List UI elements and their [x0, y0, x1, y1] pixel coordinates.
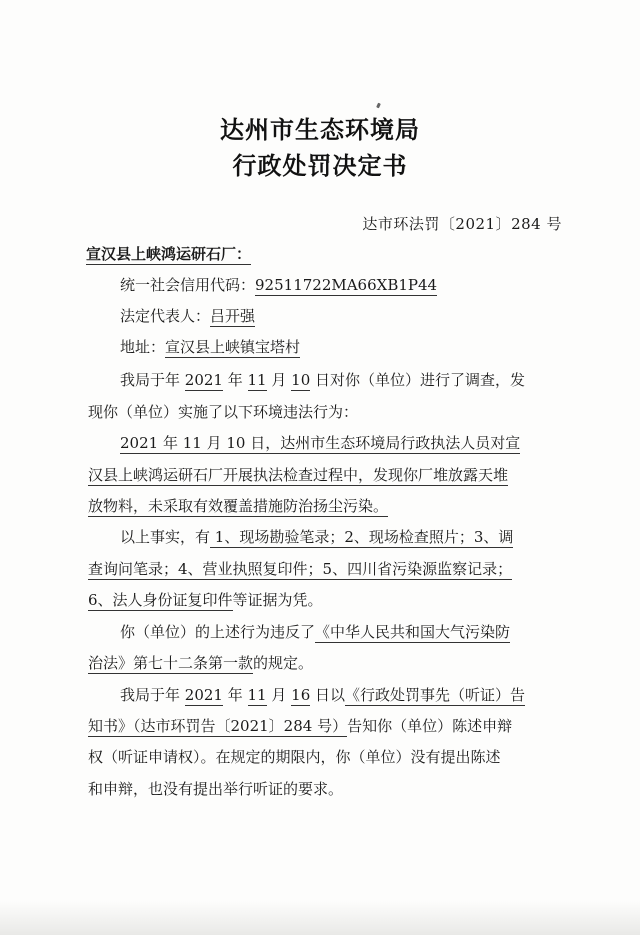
para5-text-d: 日以 [310, 686, 346, 704]
para3-text-3a: 6、法人身份证复印件 [88, 591, 233, 609]
credit-code-label: 统一社会信用代码： [120, 276, 256, 294]
para1-text-b: 年 [222, 371, 248, 389]
addressee-text: 宣汉县上峡鸿运研石厂： [86, 245, 252, 263]
legal-rep-label: 法定代表人： [120, 307, 211, 325]
para5-line3: 权（听证申请权）。在规定的期限内，你（单位）没有提出陈述 [88, 748, 501, 766]
para1-month: 11 [247, 371, 267, 389]
para3-text-3b: 等证据为凭。 [232, 591, 323, 609]
para3-line1 [120, 527, 513, 547]
address-label: 地址： [120, 338, 166, 356]
para3-text-b: 1、现场勘验笔录；2、现场检查照片；3、调 [210, 528, 514, 546]
para5-day: 16 [291, 686, 311, 704]
para5-text-c: 月 [266, 686, 292, 704]
address-value: 宣汉县上峡镇宝塔村 [165, 338, 301, 356]
para4-text-a: 你（单位）的上述行为违反了 [120, 623, 316, 641]
para4-text-2b: 的规定。 [253, 654, 314, 672]
para5-month: 11 [247, 686, 267, 704]
para5-year: 2021 [184, 686, 223, 704]
para5-text-2a: 知书》（达市环罚告〔2021〕284 号） [88, 717, 348, 735]
para1-text-c: 月 [266, 371, 292, 389]
para4-line1 [120, 622, 510, 642]
para5-line4: 和申辩，也没有提出举行听证的要求。 [88, 780, 344, 798]
para1-day: 10 [291, 371, 311, 389]
para1-text-a: 我局于年 [120, 371, 185, 389]
credit-code-row [120, 275, 437, 295]
scan-bottom-edge [0, 901, 640, 935]
para5-line1 [120, 685, 525, 705]
para5-text-e: 《行政处罚事先（听证）告 [345, 686, 526, 704]
para2-line1 [120, 433, 520, 453]
para5-line2 [88, 716, 512, 736]
para4-text-b: 《中华人民共和国大气污染防 [315, 623, 511, 641]
address-row [120, 337, 300, 357]
para3-text-2: 查询问笔录；4、营业执照复印件；5、四川省污染源监察记录； [88, 560, 513, 578]
para3-line3 [88, 590, 323, 610]
document-title-line2: 行政处罚决定书 [232, 151, 408, 180]
para2-text-2: 汉县上峡鸿运研石厂开展执法检查过程中，发现你厂堆放露天堆 [88, 466, 509, 484]
para1-line2: 现你（单位）实施了以下环境违法行为： [88, 403, 359, 421]
para1-text-d: 日对你（单位）进行了调查，发 [310, 371, 526, 389]
para4-text-2a: 治法》第七十二条第一款 [88, 654, 254, 672]
credit-code-value: 92511722MA66XB1P44 [255, 276, 438, 294]
para1-year: 2021 [184, 371, 223, 389]
para2-text-3: 放物料，未采取有效覆盖措施防治扬尘污染。 [88, 497, 389, 515]
para5-text-2b: 告知你（单位）陈述申辩 [347, 717, 513, 735]
para1-line1 [120, 370, 525, 390]
addressee [86, 244, 251, 264]
legal-rep-value: 吕开强 [210, 307, 256, 325]
para5-text-a: 我局于年 [120, 686, 185, 704]
para5-text-b: 年 [222, 686, 248, 704]
para2-line3 [88, 496, 388, 516]
para4-line2 [88, 653, 313, 673]
para3-line2 [88, 559, 512, 579]
para2-line2 [88, 465, 508, 485]
para3-text-a: 以上事实，有 [120, 528, 211, 546]
scan-mark [376, 103, 381, 109]
para2-text-1: 2021 年 11 月 10 日，达州市生态环境局行政执法人员对宣 [120, 434, 521, 452]
document-number: 达市环法罚〔2021〕284 号 [362, 215, 562, 233]
legal-rep-row [120, 306, 255, 326]
document-title-line1: 达州市生态环境局 [220, 115, 420, 144]
